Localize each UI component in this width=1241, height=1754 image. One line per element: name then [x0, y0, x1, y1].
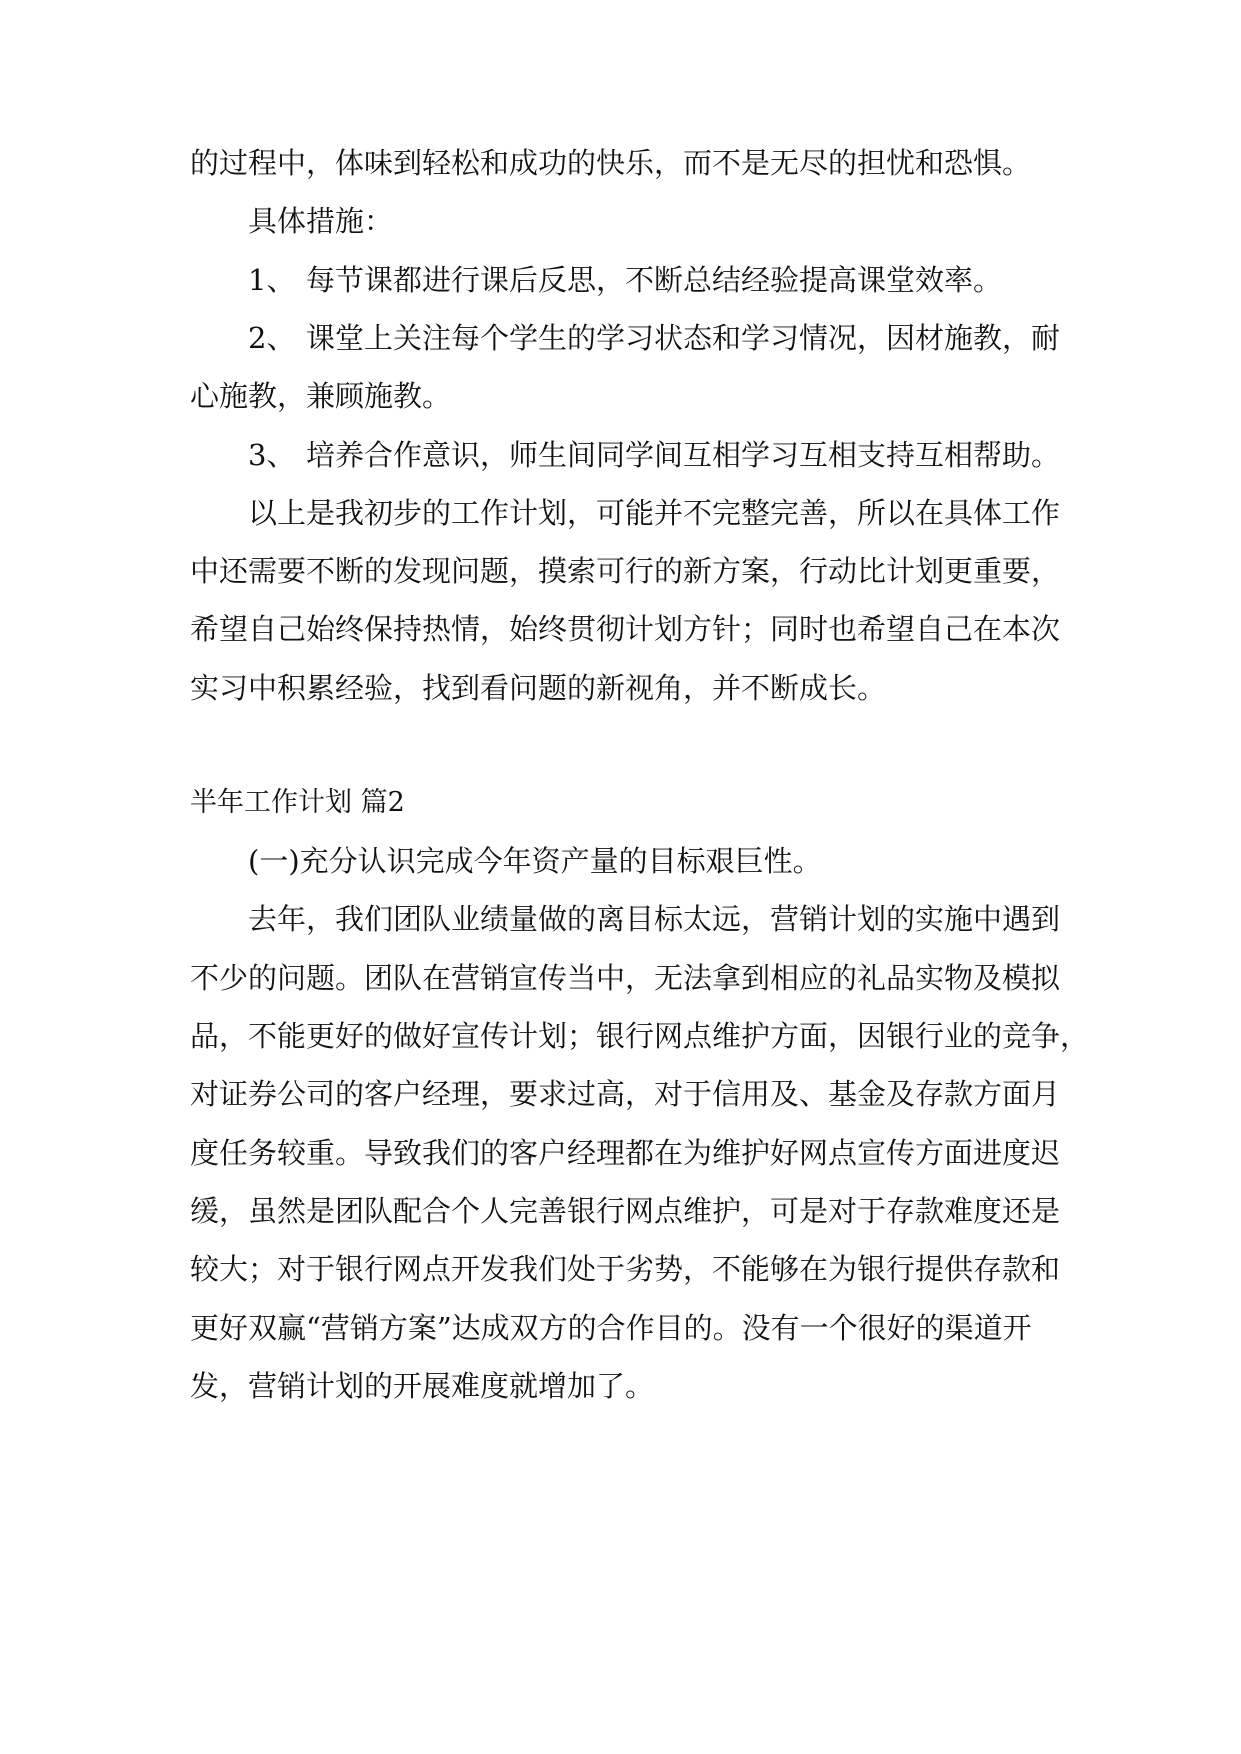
section-heading: 半年工作计划 篇2: [190, 787, 405, 818]
list-number: 2、: [248, 321, 296, 355]
text-line: 更好双赢“营销方案”达成双方的合作目的。没有一个很好的渠道开: [190, 1311, 1032, 1345]
text-line: 以上是我初步的工作计划，可能并不完整完善，所以在具体工作: [248, 496, 1061, 530]
list-text: 每节课都进行课后反思，不断总结经验提高课堂效率。: [306, 263, 1003, 297]
list-item: [248, 318, 1060, 358]
list-text: 培养合作意识，师生间同学间互相学习互相支持互相帮助。: [306, 438, 1061, 472]
text-line: 的过程中，体味到轻松和成功的快乐，而不是无尽的担忧和恐惧。: [190, 146, 1032, 180]
text-line: 具体措施：: [248, 204, 394, 238]
list-item: [248, 435, 1060, 475]
list-number: 1、: [248, 263, 296, 297]
text-line: 缓，虽然是团队配合个人完善银行网点维护，可是对于存款难度还是: [190, 1194, 1061, 1228]
text-line: 希望自己始终保持热情，始终贯彻计划方针；同时也希望自己在本次: [190, 612, 1061, 646]
text-line: 度任务较重。导致我们的客户经理都在为维护好网点宣传方面进度迟: [190, 1136, 1061, 1170]
text-line: 实习中积累经验，找到看问题的新视角，并不断成长。: [190, 671, 887, 705]
text-line: 发，营销计划的开展难度就增加了。: [190, 1369, 655, 1403]
text-line: 不少的问题。团队在营销宣传当中，无法拿到相应的礼品实物及模拟: [190, 961, 1061, 995]
text-line: 去年，我们团队业绩量做的离目标太远，营销计划的实施中遇到: [248, 902, 1061, 936]
text-line: 心施教，兼顾施教。: [190, 379, 452, 413]
text-line: 较大；对于银行网点开发我们处于劣势，不能够在为银行提供存款和: [190, 1252, 1061, 1286]
list-text: 课堂上关注每个学生的学习状态和学习情况，因材施教，耐: [306, 321, 1061, 355]
text-line: 对证券公司的客户经理，要求过高，对于信用及、基金及存款方面月: [190, 1077, 1061, 1111]
list-number: 3、: [248, 438, 296, 472]
list-item: [248, 260, 1002, 300]
text-line: 中还需要不断的发现问题，摸索可行的新方案，行动比计划更重要，: [190, 554, 1061, 588]
text-line: 品，不能更好的做好宣传计划；银行网点维护方面，因银行业的竞争，: [190, 1019, 1090, 1053]
text-line: (一)充分认识完成今年资产量的目标艰巨性。: [248, 844, 822, 878]
